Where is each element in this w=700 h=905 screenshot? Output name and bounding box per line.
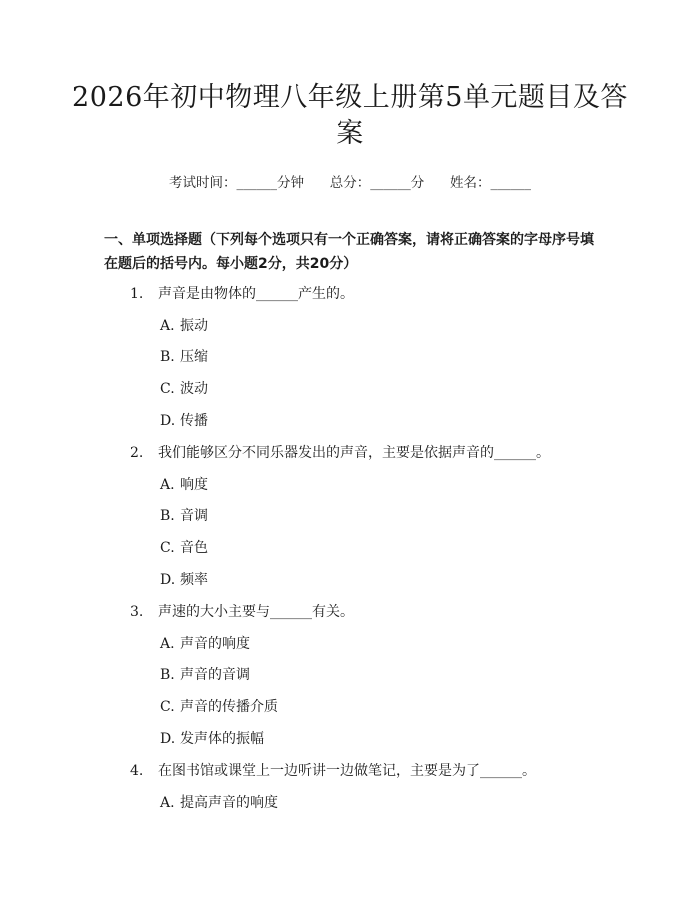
option-2c [160, 537, 208, 557]
option-text: 音调 [180, 508, 208, 524]
question-number: 4. [130, 763, 144, 779]
question-text: 我们能够区分不同乐器发出的声音，主要是依据声音的______。 [158, 445, 550, 461]
option-letter: A. [160, 477, 175, 493]
exam-meta-line: 考试时间：______分钟 总分：______分 姓名：______ [169, 175, 531, 191]
question-text: 在图书馆或课堂上一边听讲一边做笔记，主要是为了______。 [158, 763, 536, 779]
option-letter: C. [160, 381, 175, 397]
option-text: 波动 [180, 381, 208, 397]
page-title: 2026年初中物理八年级上册第5单元题目及答案 [72, 82, 628, 149]
option-2a [160, 474, 208, 494]
option-letter: A. [160, 636, 175, 652]
option-1d [160, 410, 208, 430]
option-1c [160, 378, 208, 398]
question-number: 2. [130, 445, 144, 461]
option-letter: B. [160, 667, 175, 683]
question-text: 声速的大小主要与______有关。 [158, 604, 354, 620]
option-2b [160, 505, 208, 525]
option-4a [160, 792, 278, 812]
option-text: 发声体的振幅 [180, 731, 264, 747]
option-text: 频率 [180, 572, 208, 588]
option-letter: B. [160, 508, 175, 524]
option-1a [160, 315, 208, 335]
question-number: 3. [130, 604, 144, 620]
option-letter: C. [160, 699, 175, 715]
option-2d [160, 569, 208, 589]
option-3a [160, 633, 250, 653]
option-letter: A. [160, 795, 175, 811]
option-text: 音色 [180, 540, 208, 556]
option-text: 压缩 [180, 349, 208, 365]
option-text: 传播 [180, 413, 208, 429]
option-1b [160, 346, 208, 366]
section-heading: 一、单项选择题（下列每个选项只有一个正确答案，请将正确答案的字母序号填在题后的括号内。每小题2分，共20分） [104, 232, 594, 272]
option-letter: B. [160, 349, 175, 365]
option-text: 声音的响度 [180, 636, 250, 652]
option-letter: D. [160, 413, 176, 429]
question-2 [130, 442, 550, 462]
option-text: 振动 [180, 318, 208, 334]
question-3 [130, 601, 354, 621]
option-text: 提高声音的响度 [180, 795, 278, 811]
option-text: 声音的传播介质 [180, 699, 278, 715]
option-letter: D. [160, 731, 176, 747]
option-3b [160, 664, 250, 684]
option-text: 响度 [180, 477, 208, 493]
question-text: 声音是由物体的______产生的。 [158, 286, 354, 302]
question-number: 1. [130, 286, 144, 302]
question-1 [130, 283, 354, 303]
option-letter: D. [160, 572, 176, 588]
option-3c [160, 696, 278, 716]
question-4 [130, 760, 536, 780]
option-letter: C. [160, 540, 175, 556]
option-text: 声音的音调 [180, 667, 250, 683]
option-3d [160, 728, 264, 748]
option-letter: A. [160, 318, 175, 334]
